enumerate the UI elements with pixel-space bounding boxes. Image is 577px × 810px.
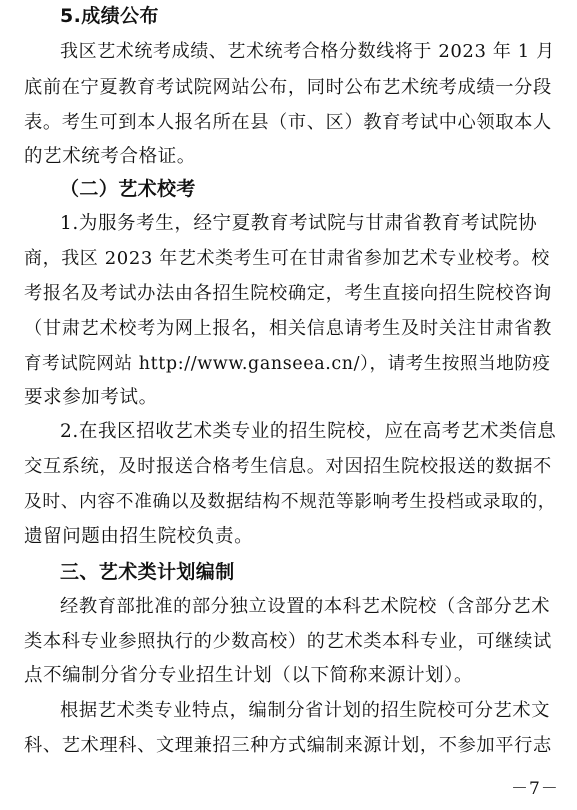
paragraph-line: 遗留问题由招生院校负责。 (24, 526, 254, 547)
paragraph-line: 交互系统，及时报送合格考生信息。对因招生院校报送的数据不 (24, 456, 552, 477)
paragraph-line: 我区艺术统考成绩、艺术统考合格分数线将于 2023 年 1 月 (60, 41, 555, 62)
paragraph-line: 点不编制分省分专业招生计划（以下简称来源计划）。 (24, 665, 474, 686)
paragraph-line: 2.在我区招收艺术类专业的招生院校，应在高考艺术类信息 (60, 421, 557, 442)
paragraph-line: 表。考生可到本人报名所在县（市、区）教育考试中心领取本人 (24, 112, 552, 133)
paragraph-line: 要求参加考试。 (24, 387, 158, 408)
paragraph-line: 科、艺术理科、文理兼招三种方式编制来源计划，不参加平行志 (24, 735, 552, 756)
paragraph-line: 根据艺术类专业特点，编制分省计划的招生院校可分艺术文 (60, 700, 551, 721)
paragraph-line: 1.为服务考生，经宁夏教育考试院与甘肃省教育考试院协 (60, 213, 538, 234)
section-heading-art-plan-compilation: 三、艺术类计划编制 (60, 561, 235, 583)
paragraph-line: 经教育部批准的部分独立设置的本科艺术院校（含部分艺术 (60, 596, 551, 617)
paragraph-line: 类本科专业参照执行的少数高校）的艺术类本科专业，可继续试 (24, 631, 552, 652)
paragraph-line: 的艺术统考合格证。 (24, 146, 196, 167)
section-heading-results-announcement: 5.成绩公布 (60, 5, 159, 27)
paragraph-line: （甘肃艺术校考为网上报名，相关信息请考生及时关注甘肃省教 (24, 318, 552, 339)
paragraph-line: 考报名及考试办法由各招生院校确定，考生直接向招生院校咨询 (24, 283, 552, 304)
section-heading-art-school-exam: （二）艺术校考 (60, 178, 196, 200)
page-number: －7－ (511, 779, 559, 799)
paragraph-line: 及时、内容不准确以及数据结构不规范等影响考生投档或录取的， (24, 492, 557, 512)
paragraph-line: 育考试院网站 http://www.ganseea.cn/），请考生按照当地防疫 (24, 354, 551, 374)
paragraph-line: 底前在宁夏教育考试院网站公布，同时公布艺术统考成绩一分段 (24, 77, 552, 98)
paragraph-line: 商，我区 2023 年艺术类考生可在甘肃省参加艺术专业校考。校 (24, 248, 550, 269)
